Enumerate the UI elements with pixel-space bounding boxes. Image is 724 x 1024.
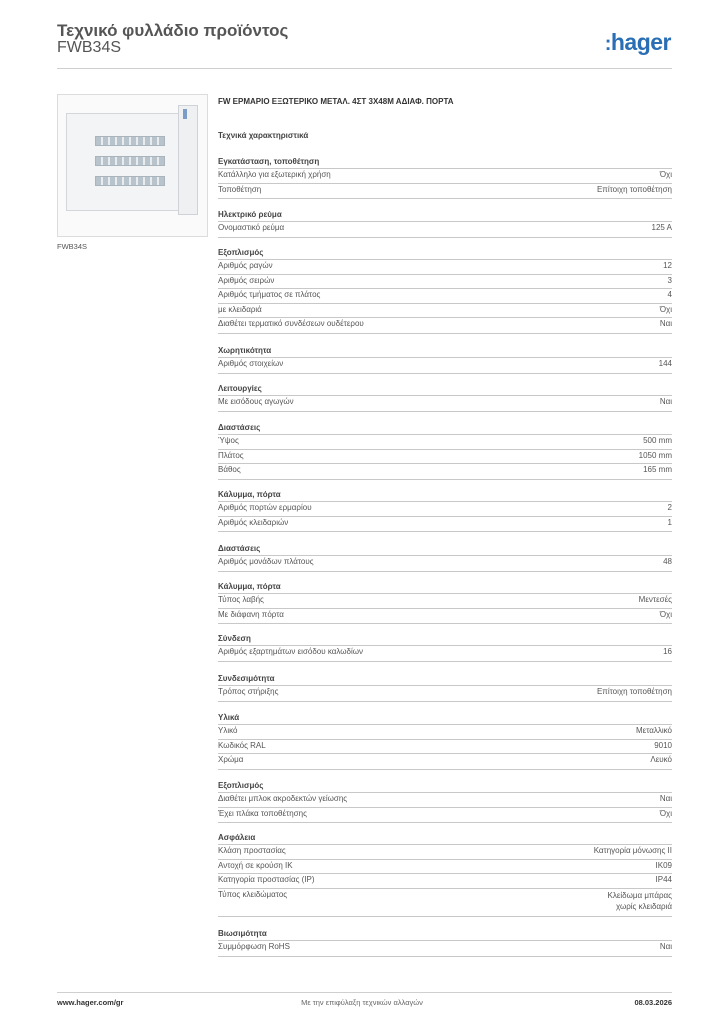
spec-row — [218, 449, 672, 464]
section-title: Εγκατάσταση, τοποθέτηση — [218, 157, 320, 166]
spec-row — [218, 183, 672, 198]
lock-icon — [183, 109, 187, 119]
spec-value: 2 — [667, 503, 672, 512]
spec-label: Διαθέτει μπλοκ ακροδεκτών γείωσης — [218, 794, 348, 803]
spec-label: Ονομαστικό ρεύμα — [218, 223, 285, 232]
spec-row — [218, 259, 672, 274]
spec-label: Με εισόδους αγωγών — [218, 397, 294, 406]
section-divider — [218, 822, 672, 823]
section-divider — [218, 237, 672, 238]
spec-value: Ναι — [659, 319, 672, 328]
section-divider — [218, 956, 672, 957]
spec-value: Επίτοιχη τοποθέτηση — [596, 687, 672, 696]
spec-value: Όχι — [659, 808, 672, 818]
spec-label: Τρόπος στήριξης — [218, 687, 279, 696]
spec-value: 4 — [667, 290, 672, 299]
spec-label: Βάθος — [218, 465, 241, 474]
spec-row — [218, 792, 672, 807]
footer-note: Με την επιφύλαξη τεχνικών αλλαγών — [301, 998, 423, 1007]
spec-row — [218, 555, 672, 570]
section-title: Διαστάσεις — [218, 423, 261, 432]
spec-label: Υλικό — [218, 726, 238, 735]
spec-value: Όχι — [659, 170, 672, 179]
section-title: Χωρητικότητα — [218, 346, 272, 355]
spec-row — [218, 395, 672, 410]
footer-website: www.hager.com/gr — [57, 998, 124, 1007]
spec-label: Κωδικός RAL — [218, 740, 266, 750]
section-divider — [218, 479, 672, 480]
spec-row — [218, 288, 672, 303]
spec-row — [218, 685, 672, 700]
spec-value: 48 — [663, 557, 672, 566]
spec-value: 12 — [663, 261, 672, 270]
spec-label: Χρώμα — [218, 755, 244, 764]
section-title: Εξοπλισμός — [218, 248, 264, 257]
spec-label: Αριθμός μονάδων πλάτους — [218, 557, 314, 566]
spec-value: 144 — [658, 359, 672, 368]
spec-value: Ναι — [659, 942, 672, 951]
spec-row — [218, 940, 672, 955]
spec-value: Όχι — [659, 304, 672, 314]
spec-label: Τοποθέτηση — [218, 184, 262, 194]
section-divider — [218, 333, 672, 334]
spec-row — [218, 873, 672, 888]
spec-value — [607, 890, 672, 912]
technical-characteristics-heading: Τεχνικά χαρακτηριστικά — [218, 131, 309, 140]
image-caption: FWB34S — [57, 242, 88, 251]
spec-label: Αριθμός στοιχείων — [218, 359, 284, 368]
section-divider — [218, 373, 672, 374]
spec-label: με κλειδαριά — [218, 304, 262, 314]
spec-value: Ναι — [659, 794, 672, 803]
section-title: Διαστάσεις — [218, 544, 261, 553]
spec-row — [218, 724, 672, 739]
section-title: Εξοπλισμός — [218, 781, 264, 790]
spec-row — [218, 739, 672, 754]
section-title: Κάλυμμα, πόρτα — [218, 582, 281, 591]
section-title: Σύνδεση — [218, 634, 251, 643]
product-code: FWB34S — [57, 39, 122, 56]
spec-value: Κατηγορία μόνωσης II — [593, 846, 672, 855]
spec-row — [218, 501, 672, 516]
cabinet-door — [178, 105, 198, 215]
spec-label: Αριθμός ραγών — [218, 261, 273, 270]
spec-row — [218, 168, 672, 183]
spec-value: Λευκό — [650, 755, 672, 764]
spec-value: 125 A — [651, 223, 672, 232]
spec-row — [218, 221, 672, 236]
section-divider — [218, 198, 672, 199]
product-image — [57, 94, 208, 237]
spec-label: Αριθμός σειρών — [218, 275, 275, 285]
logo-text: hager — [610, 29, 671, 55]
spec-row — [218, 859, 672, 874]
spec-row — [218, 317, 672, 332]
spec-label: Αριθμός κλειδαριών — [218, 517, 289, 527]
spec-row — [218, 645, 672, 660]
spec-label: Έχει πλάκα τοποθέτησης — [218, 808, 307, 818]
section-divider — [218, 531, 672, 532]
section-title: Λειτουργίες — [218, 384, 262, 393]
spec-value-line: Κλείδωμα μπάρας — [607, 890, 672, 900]
product-name: FW ΕΡΜΑΡΙΟ ΕΞΩΤΕΡΙΚΟ ΜΕΤΑΛ. 4ΣΤ 3Χ48Μ ΑΔΙΑΦ. ΠΟΡΤΑ — [218, 97, 454, 106]
section-title: Ασφάλεια — [218, 833, 256, 842]
spec-value: 165 mm — [643, 465, 672, 474]
section-title: Βιωσιμότητα — [218, 929, 267, 938]
cabinet-body — [66, 113, 180, 211]
spec-value: 3 — [667, 275, 672, 285]
spec-label: Διαθέτει τερματικό συνδέσεων ουδέτερου — [218, 319, 364, 328]
spec-row — [218, 593, 672, 608]
spec-label: Με διάφανη πόρτα — [218, 609, 284, 619]
spec-row — [218, 357, 672, 372]
document-title: Τεχνικό φυλλάδιο προϊόντος — [57, 21, 289, 40]
section-divider — [218, 701, 672, 702]
section-divider — [218, 571, 672, 572]
spec-value: Επίτοιχη τοποθέτηση — [596, 184, 672, 194]
spec-row — [218, 516, 672, 531]
section-title: Υλικά — [218, 713, 240, 722]
header-divider — [57, 68, 672, 69]
section-divider — [218, 916, 672, 917]
spec-value: Μεταλλικό — [635, 726, 672, 735]
section-divider — [218, 623, 672, 624]
spec-value: IK09 — [655, 860, 672, 870]
spec-row — [218, 844, 672, 859]
spec-label: Ύψος — [218, 436, 239, 445]
section-divider — [218, 411, 672, 412]
spec-value: Όχι — [659, 609, 672, 619]
din-rail-row — [95, 156, 165, 166]
spec-row — [218, 888, 672, 916]
spec-value: 1 — [667, 517, 672, 527]
spec-label: Συμμόρφωση RoHS — [218, 942, 290, 951]
spec-label: Αριθμός τμήματος σε πλάτος — [218, 290, 321, 299]
spec-row — [218, 463, 672, 478]
section-divider — [218, 661, 672, 662]
din-rail-row — [95, 136, 165, 146]
section-title: Κάλυμμα, πόρτα — [218, 490, 281, 499]
spec-label: Κλάση προστασίας — [218, 846, 286, 855]
spec-row — [218, 434, 672, 449]
spec-value: 9010 — [654, 740, 672, 750]
din-rail-row — [95, 176, 165, 186]
spec-label: Τύπος λαβής — [218, 595, 264, 604]
spec-value: 1050 mm — [638, 450, 672, 460]
footer-divider — [57, 992, 672, 993]
footer-date: 08.03.2026 — [634, 998, 672, 1007]
section-title: Συνδεσιμότητα — [218, 674, 275, 683]
spec-value: Ναι — [659, 397, 672, 406]
spec-row — [218, 303, 672, 318]
spec-label: Κατάλληλο για εξωτερική χρήση — [218, 170, 331, 179]
spec-value: 16 — [663, 647, 672, 656]
spec-label: Αριθμός εξαρτημάτων εισόδου καλωδίων — [218, 647, 363, 656]
spec-value-line: χωρίς κλειδαριά — [615, 901, 672, 911]
spec-value: IP44 — [655, 875, 672, 884]
spec-row — [218, 274, 672, 289]
spec-label: Αριθμός πορτών ερμαρίου — [218, 503, 312, 512]
section-divider — [218, 769, 672, 770]
spec-label: Αντοχή σε κρούση IK — [218, 860, 293, 870]
hager-logo: :hager — [604, 29, 671, 55]
spec-label: Κατηγορία προστασίας (IP) — [218, 875, 315, 884]
spec-row — [218, 807, 672, 822]
spec-value: Μεντεσές — [638, 595, 672, 604]
spec-row — [218, 608, 672, 623]
section-title: Ηλεκτρικό ρεύμα — [218, 210, 282, 219]
spec-row — [218, 753, 672, 768]
spec-label: Τύπος κλειδώματος — [218, 889, 288, 899]
spec-value: 500 mm — [643, 436, 672, 445]
spec-label: Πλάτος — [218, 450, 244, 460]
